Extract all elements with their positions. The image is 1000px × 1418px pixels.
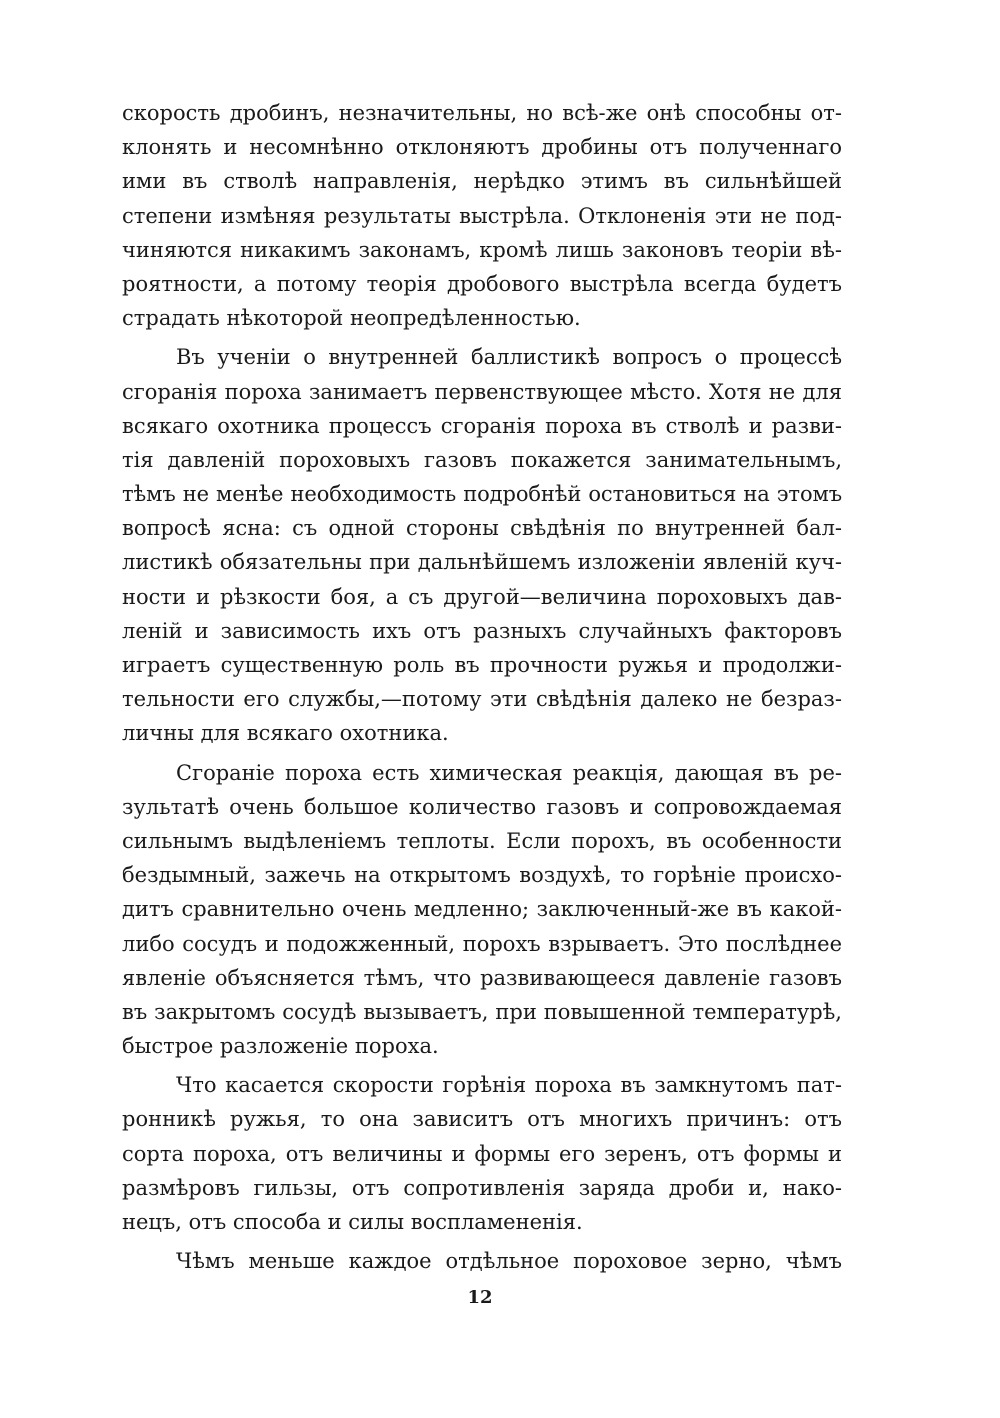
paragraph-4: [122, 1068, 842, 1239]
text-line: листикѣ обязательны при дальнѣйшемъ изложеніи явленій куч-: [122, 550, 842, 575]
text-line: Что касается скорости горѣнія пороха въ замкнутомъ пат-: [176, 1073, 842, 1098]
text-line: тія давленій пороховыхъ газовъ покажется занимательнымъ,: [122, 447, 842, 472]
text-line: личны для всякаго охотника.: [122, 721, 449, 746]
text-line: сорта пороха, отъ величины и формы его зеренъ, отъ формы и: [122, 1141, 842, 1166]
text-line: степени измѣняя результаты выстрѣла. Отклоненія эти не под-: [122, 203, 842, 228]
text-line: въ закрытомъ сосудѣ вызываетъ, при повышенной температурѣ,: [122, 999, 842, 1024]
text-line: ими въ стволѣ направленія, нерѣдко этимъ въ сильнѣйшей: [122, 169, 842, 194]
text-line: сильнымъ выдѣленіемъ теплоты. Если порохъ, въ особенности: [122, 828, 842, 853]
text-line: чиняются никакимъ законамъ, кромѣ лишь законовъ теоріи вѣ-: [122, 237, 842, 262]
text-line: Въ ученіи о внутренней баллистикѣ вопросъ о процессѣ: [176, 345, 842, 370]
body-text: [122, 96, 842, 1278]
paragraph-2: [122, 340, 842, 750]
text-line: скорость дробинъ, незначительны, но всѣ-же онѣ способны от-: [122, 101, 842, 125]
text-line: нецъ, отъ способа и силы воспламененія.: [122, 1210, 583, 1234]
text-line: роятности, а потому теорія дробового выстрѣла всегда будетъ: [122, 271, 842, 296]
text-line: играетъ существенную роль въ прочности ружья и продолжи-: [122, 653, 842, 677]
text-line: леній и зависимость ихъ отъ разныхъ случайныхъ факторовъ: [122, 618, 842, 643]
paragraph-5: [122, 1244, 842, 1278]
text-line: вопросѣ ясна: съ одной стороны свѣдѣнія по внутренней бал-: [122, 516, 842, 541]
text-line: явленіе объясняется тѣмъ, что развивающееся давленіе газовъ: [122, 965, 842, 990]
text-line: Чѣмъ меньше каждое отдѣльное пороховое зерно, чѣмъ: [176, 1249, 842, 1274]
text-line: клонять и несомнѣнно отклоняютъ дробины отъ полученнаго: [122, 135, 842, 160]
page-number: 12: [467, 1287, 493, 1308]
text-line: страдать нѣкоторой неопредѣленностью.: [122, 306, 581, 331]
text-line: зультатѣ очень большое количество газовъ и сопровождаемая: [122, 794, 842, 819]
text-line: тельности его службы,—потому эти свѣдѣнія далеко не безраз-: [122, 687, 842, 712]
text-line: ности и рѣзкости боя, а съ другой—величина пороховыхъ дав-: [122, 584, 842, 609]
text-line: быстрое разложеніе пороха.: [122, 1034, 439, 1059]
paragraph-1: [122, 96, 842, 335]
text-line: Сгораніе пороха есть химическая реакція, дающая въ ре-: [176, 760, 842, 785]
text-line: всякаго охотника процессъ сгоранія пороха въ стволѣ и разви-: [122, 413, 842, 438]
text-line: либо сосудъ и подожженный, порохъ взрываетъ. Это послѣднее: [122, 931, 842, 956]
text-line: дитъ сравнительно очень медленно; заключенный-же въ какой-: [122, 897, 842, 922]
text-line: размѣровъ гильзы, отъ сопротивленія заряда дроби и, нако-: [122, 1175, 842, 1200]
text-line: тѣмъ не менѣе необходимость подробнѣй остановиться на этомъ: [122, 482, 842, 507]
text-line: бездымный, зажечь на открытомъ воздухѣ, то горѣніе происхо-: [122, 863, 842, 888]
paragraph-3: [122, 756, 842, 1064]
text-line: ронникѣ ружья, то она зависитъ отъ многихъ причинъ: отъ: [122, 1107, 842, 1132]
text-line: сгоранія пороха занимаетъ первенствующее мѣсто. Хотя не для: [122, 379, 842, 404]
